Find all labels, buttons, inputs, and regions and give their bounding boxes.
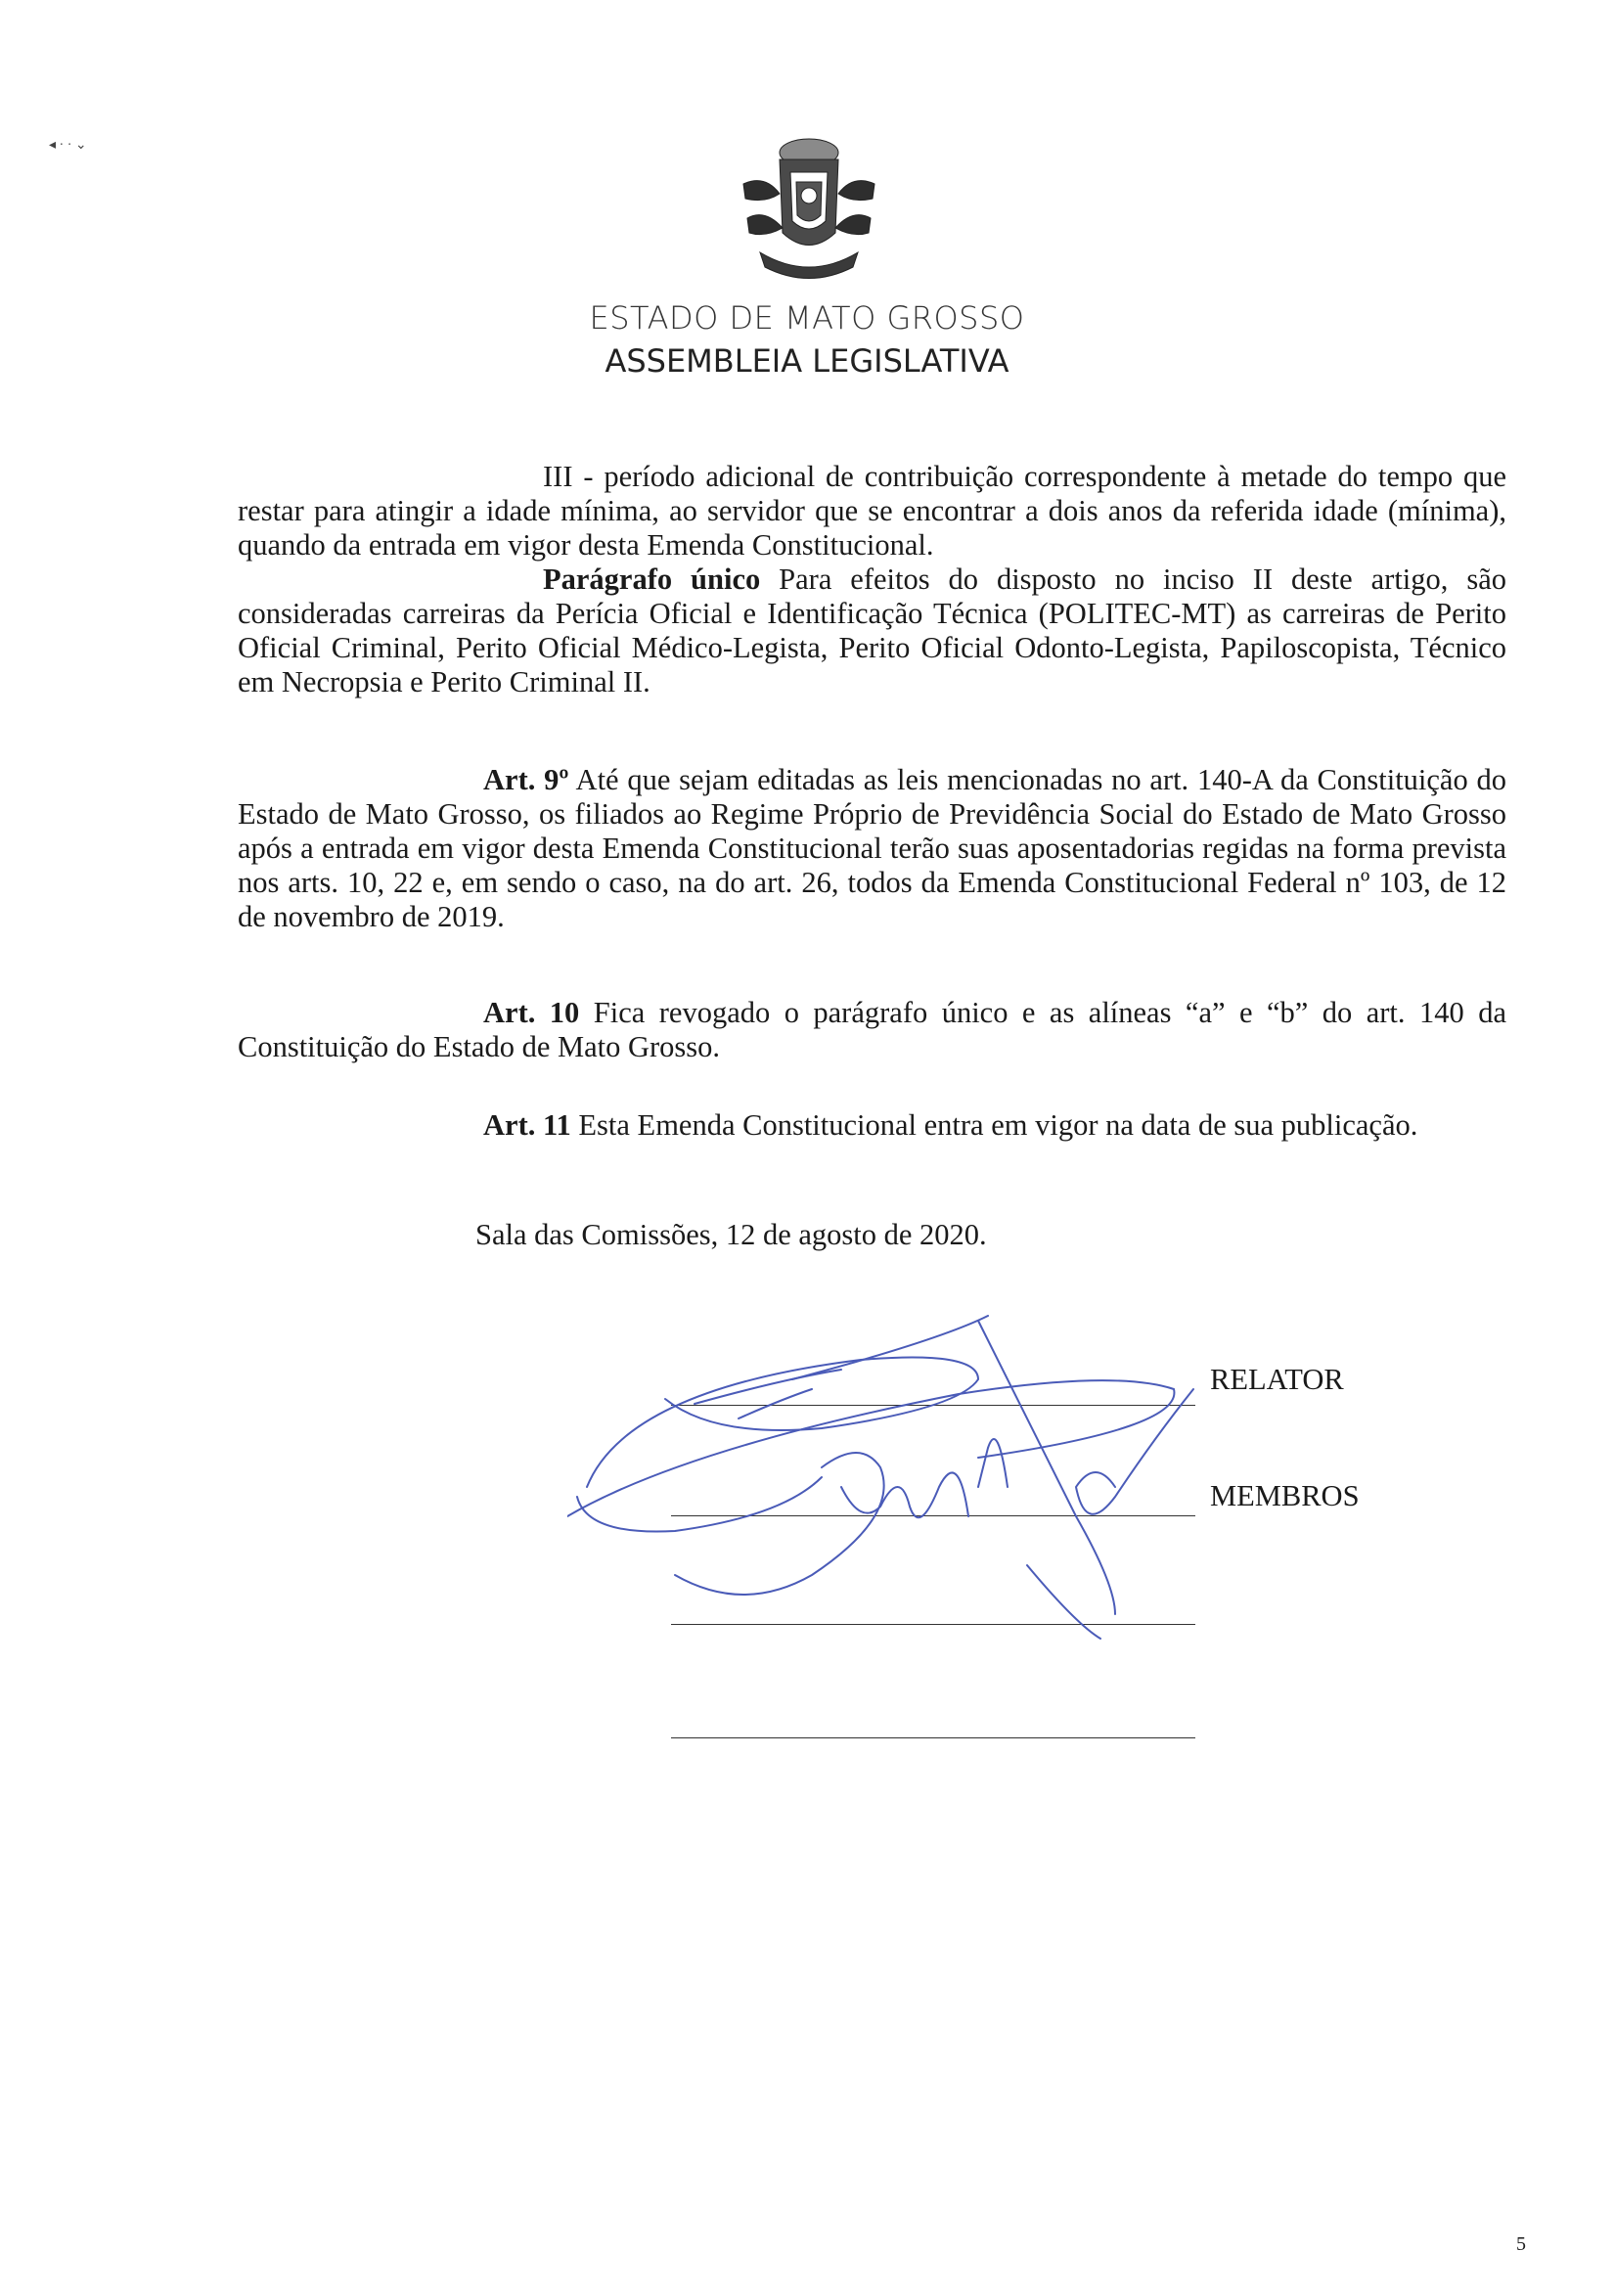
page-number: 5 [1516, 2233, 1526, 2255]
art-9 [238, 763, 1506, 934]
paragrafo-unico-label: Parágrafo único [543, 563, 761, 596]
art-11-text: Esta Emenda Constitucional entra em vigor na data de sua publicação. [570, 1108, 1418, 1142]
section-art-11 [238, 1108, 1506, 1143]
section-item-iii [238, 460, 1506, 699]
coat-of-arms-icon [726, 125, 892, 292]
art-10-text: Fica revogado o parágrafo único e as alíneas “a” e “b” do art. 140 da Constituição do Estado de Mato Grosso. [238, 996, 1506, 1063]
relator-label: RELATOR [1210, 1363, 1344, 1396]
item-iii-text: III - período adicional de contribuição correspondente à metade do tempo que restar para atingir a idade mínima, ao servidor que se encontrar a dois anos da referida idade (mínima), quando da entrada em vigor desta Emenda Constitucional. [238, 460, 1506, 562]
header-state: ESTADO DE MATO GROSSO [589, 299, 1025, 337]
art-9-text: Até que sejam editadas as leis mencionadas no art. 140-A da Constituição do Estado de Mato Grosso, os filiados ao Regime Próprio de Previdência Social do Estado de Mato Grosso após a entrada em vigor desta Emenda Constitucional terão suas aposentadorias regidas na forma prevista nos arts. 10, 22 e, em sendo o caso, na do art. 26, todos da Emenda Constitucional Federal nº 103, de 12 de novembro de 2019. [238, 763, 1506, 933]
art-11 [238, 1108, 1506, 1143]
section-art-10 [238, 996, 1506, 1064]
membros-label: MEMBROS [1210, 1479, 1360, 1512]
paragrafo-unico [238, 563, 1506, 699]
art-10-label: Art. 10 [483, 996, 580, 1029]
art-10 [238, 996, 1506, 1064]
handwritten-signature [567, 1291, 1213, 1643]
header-house: ASSEMBLEIA LEGISLATIVA [605, 342, 1009, 380]
signature-line-membro-3 [671, 1737, 1195, 1738]
scan-mark: ◂ · · ⌄ [49, 138, 87, 153]
section-art-9 [238, 763, 1506, 934]
sala-das-comissoes: Sala das Comissões, 12 de agosto de 2020. [475, 1218, 987, 1251]
art-11-label: Art. 11 [483, 1108, 571, 1142]
paragrafo-unico-text: Para efeitos do disposto no inciso II deste artigo, são consideradas carreiras da Perícia Oficial e Identificação Técnica (POLITEC-MT) as carreiras de Perito Oficial Criminal, Perito Oficial Médico-Legista, Perito Oficial Odonto-Legista, Papiloscopista, Técnico em Necropsia e Perito Criminal II. [238, 563, 1506, 698]
art-9-label: Art. 9º [483, 763, 569, 796]
